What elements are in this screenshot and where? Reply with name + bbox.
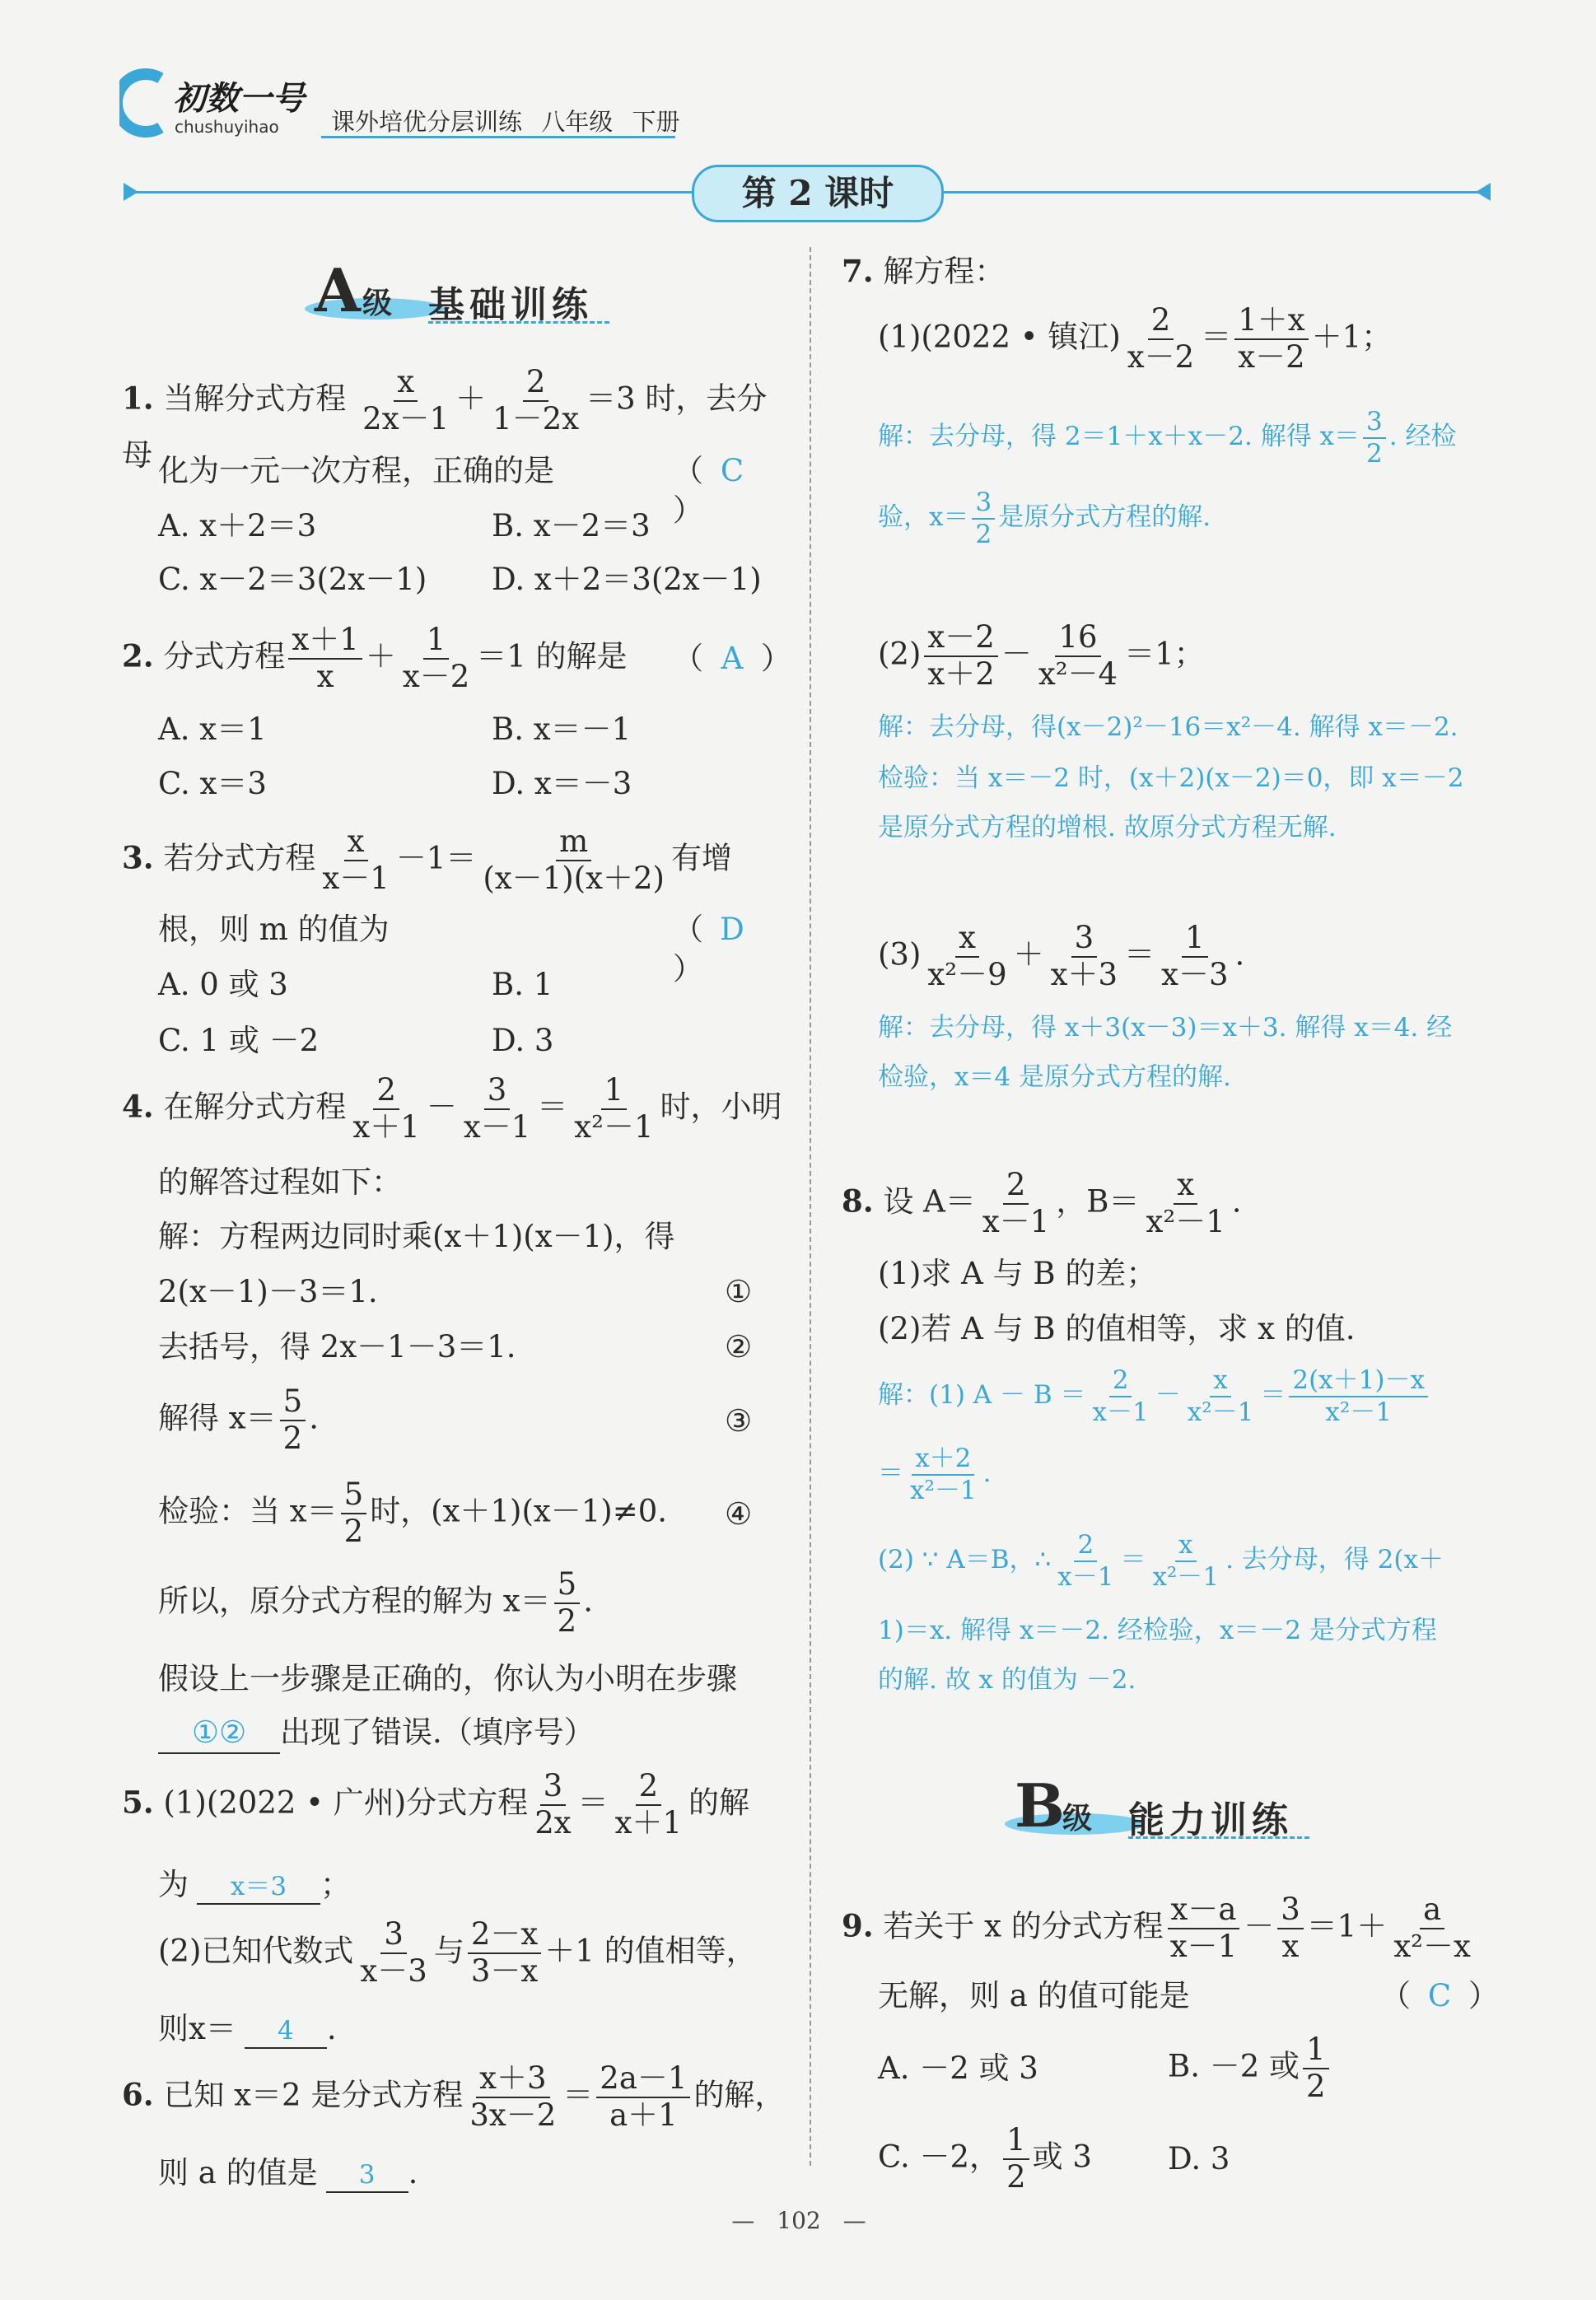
q4-text: 在解分式方程 (163, 1089, 347, 1125)
q5-p1-end: 的解 (688, 1784, 750, 1821)
q9-line2 (878, 1976, 1512, 2016)
numerator: x (1210, 1367, 1230, 1397)
q8-number: 8. (842, 1183, 874, 1220)
q5-p1-lead: 为 (158, 1867, 189, 1902)
q2-text: 分式方程 (163, 638, 286, 674)
q4-step4-fraction (341, 1479, 367, 1548)
q7-part3 (878, 922, 1244, 991)
numerator: 2 (1074, 1532, 1097, 1562)
minus-sign: － (426, 1089, 457, 1125)
q8-solution-1 (878, 1367, 1431, 1425)
q5-answer-1: x＝3 (197, 1870, 320, 1905)
section-b-underline (1128, 1836, 1309, 1839)
brand-logo (119, 66, 169, 140)
q3-answer: D (720, 912, 744, 947)
q5-p1-semi: ； (320, 1867, 351, 1902)
numerator: 1 (601, 1075, 628, 1110)
numerator: 2 (373, 1075, 399, 1110)
q6-text: 已知 x＝2 是分式方程 (163, 2077, 464, 2113)
denominator: x－2 (1127, 338, 1195, 375)
q6-period: . (408, 2155, 418, 2190)
q5-number: 5. (122, 1784, 154, 1821)
q9-eq: ＝1＋ (1306, 1908, 1388, 1944)
section-a-title: 基础训练 (428, 284, 593, 326)
q8-solution-2 (878, 1532, 1444, 1590)
denominator: x＋1 (614, 1804, 683, 1840)
numerator: 2(x＋1)－x (1289, 1367, 1428, 1397)
q4-step3-fraction (280, 1383, 306, 1456)
q8-period: . (1231, 1183, 1242, 1220)
numerator: x (394, 366, 418, 402)
q1-text: 当解分式方程 (163, 380, 347, 417)
q2-option-c: C. x＝3 (158, 766, 267, 801)
volume-label: 下册 (632, 108, 680, 136)
numerator: 1 (1303, 2034, 1329, 2069)
page-number: 102 (777, 2207, 821, 2234)
minus-sign: － (1001, 636, 1032, 672)
q6-answer-line (158, 2153, 418, 2193)
q9-option-d: D. 3 (1168, 2141, 1230, 2176)
denominator: x²－1 (910, 1475, 977, 1505)
q2-number: 2. (122, 637, 154, 674)
q7-p3-label: (3) (878, 936, 922, 973)
q4-line2: 的解答过程如下： (158, 1164, 402, 1200)
q9-number: 9. (842, 1907, 874, 1944)
section-b-title: 能力训练 (1128, 1799, 1293, 1841)
q7-solution-2-line3: 是原分式方程的增根. 故原分式方程无解. (878, 813, 1337, 842)
q3-fraction-2 (479, 823, 668, 896)
q8-fraction-a (979, 1169, 1052, 1239)
q4-mark1: ① (725, 1274, 753, 1309)
numerator: 2 (523, 366, 549, 402)
denominator: a＋1 (609, 2097, 678, 2133)
q3-text-end: 有增 (670, 840, 732, 876)
q9-answer-paren: （ C ） (1380, 1976, 1499, 2016)
denominator: x＋3 (1050, 956, 1118, 992)
q4-step3 (158, 1383, 319, 1456)
series-name: 课外培优分层训练 (331, 108, 523, 136)
numerator: 5 (554, 1569, 581, 1604)
q4-step5 (158, 1566, 593, 1639)
numerator: 1 (1182, 922, 1208, 958)
denominator: 2 (282, 1420, 303, 1456)
q5-p2-period: . (326, 2011, 337, 2046)
question-2: 2. 分式方程 $\frac{x+1}{x}$ ＋ $\frac{1}{x-2}$ ＝1 的解是 （ A ） (122, 622, 791, 694)
section-b-heading (1005, 1770, 1351, 1845)
q9-fraction-3 (1390, 1894, 1474, 1963)
numerator: 1＋x (1234, 305, 1308, 340)
q2-answer-paren: （ A ） (673, 639, 791, 679)
denominator: x²－1 (574, 1108, 654, 1145)
q8-s1-text: 解：(1) A － B ＝ (878, 1380, 1086, 1411)
lesson-title: 第 2 课时 (692, 165, 944, 222)
equals-sign: ＝ (537, 1089, 568, 1125)
q1-option-a: A. x＋2＝3 (158, 508, 317, 544)
q4-step5-fraction (554, 1566, 581, 1639)
q8-s2-fraction-2 (1149, 1532, 1222, 1590)
brand-pinyin: chushuyihao (175, 117, 279, 137)
q5-p2-answer-line (158, 2009, 337, 2049)
q1-answer-paren: （ C） (673, 451, 784, 530)
q3-stem: 根，则 m 的值为 (158, 912, 390, 947)
q1-fraction-2 (489, 366, 582, 436)
equals-sign: ＝ (1201, 319, 1232, 355)
denominator: x＋2 (927, 655, 995, 692)
q5-p1-answer-line (158, 1865, 351, 1905)
denominator: 3－x (470, 1952, 539, 1989)
q9-option-c-fraction (1003, 2122, 1029, 2195)
q8-s1-fraction-4 (907, 1445, 980, 1504)
q1-fraction-1 (359, 366, 452, 436)
q3-text: 若分式方程 (163, 840, 316, 876)
numerator: 3 (1071, 922, 1098, 958)
footer-dash-left: — (731, 2207, 755, 2234)
q4-mark3: ③ (725, 1403, 753, 1439)
numerator: x－2 (924, 622, 997, 657)
series-title (331, 104, 679, 138)
q7-part1 (878, 302, 1393, 375)
numerator: x (955, 922, 979, 958)
q2-text-end: ＝1 的解是 (476, 638, 628, 674)
q7-solution-3-line1: 解：去分母，得 x＋3(x－3)＝x＋3. 解得 x＝4. 经 (878, 1013, 1453, 1043)
q2-fraction-1 (288, 624, 362, 693)
q4-step0: 解：方程两边同时乘(x＋1)(x－1)，得 (158, 1219, 675, 1254)
q1-answer: C (720, 453, 744, 488)
denominator: 2x－1 (362, 400, 450, 436)
numerator: x (1175, 1532, 1196, 1562)
q8-s1-fraction-2 (1184, 1367, 1258, 1425)
question-7 (842, 251, 1005, 292)
numerator: 5 (280, 1386, 306, 1421)
q7-p2-label: (2) (878, 636, 922, 672)
q4-step4-text: 检验：当 x＝ (158, 1493, 338, 1529)
q1-option-c: C. x－2＝3(2x－1) (158, 562, 427, 597)
q5-p1-text: (1)(2022 • 广州)分式方程 (163, 1784, 529, 1821)
equals-sign: ＝ (1260, 1380, 1286, 1411)
q7-solution-1-line1 (878, 408, 1457, 467)
q4-answer-line (158, 1713, 595, 1754)
q7-solution-2-line2: 检验：当 x＝－2 时，(x＋2)(x－2)＝0，即 x＝－2 (878, 763, 1464, 793)
denominator: x－2 (402, 658, 470, 694)
numerator: 2 (1003, 1169, 1029, 1205)
numerator: x (1174, 1169, 1197, 1205)
q4-fraction-3 (571, 1072, 656, 1145)
denominator: x²－4 (1038, 655, 1118, 692)
q7-p1-fraction-2 (1234, 302, 1308, 375)
q7-title: 解方程： (883, 254, 1006, 289)
q2-option-d: D. x＝－3 (492, 766, 632, 801)
q8-solution-1-cont (878, 1445, 992, 1504)
q7-solution-3-line2: 检验，x＝4 是原分式方程的解. (878, 1062, 1231, 1092)
numerator: x (344, 826, 368, 861)
q5-fraction-2 (612, 1770, 685, 1840)
q7-solution-1-line2 (878, 489, 1211, 548)
section-b-letter: B (1015, 1770, 1065, 1840)
denominator: 2 (1306, 2068, 1326, 2104)
denominator: x－3 (1161, 956, 1229, 992)
numerator: 2 (636, 1770, 662, 1806)
q4-step3-text: 解得 x＝ (158, 1400, 277, 1436)
numerator: 2 (1148, 305, 1174, 340)
q7-p3-fraction-3 (1158, 922, 1231, 991)
q9-option-b-fraction (1303, 2034, 1329, 2103)
section-b-level: 级 (1062, 1801, 1093, 1836)
q7-s1-check: 验，x＝ (878, 502, 969, 533)
denominator: x－1 (1169, 1928, 1238, 1964)
q5-answer-2: 4 (245, 2014, 327, 2049)
q4-fraction-2 (460, 1072, 534, 1145)
numerator: 2a－1 (596, 2063, 690, 2098)
q7-p2-fraction-1 (924, 619, 997, 692)
q1-number: 1. (122, 380, 154, 417)
denominator: 3x－2 (469, 2097, 557, 2133)
q9-fraction-2 (1277, 1894, 1304, 1963)
numerator: 3 (540, 1770, 567, 1806)
q9-option-c-text: C. －2， (878, 2139, 1001, 2175)
q6-number: 6. (122, 2076, 154, 2113)
q8-s2-end: . 去分母，得 2(x＋ (1225, 1545, 1444, 1575)
q2-answer: A (721, 641, 744, 676)
q9-option-b (1168, 2034, 1332, 2103)
numerator: 3 (1277, 1894, 1304, 1929)
equals-sign: ＝ (577, 1784, 609, 1821)
question-5 (122, 1770, 797, 1840)
q8-text: 设 A＝ (883, 1183, 976, 1220)
denominator: 2 (1006, 2158, 1026, 2195)
q4-mark4: ④ (725, 1496, 753, 1532)
denominator: 2 (557, 1603, 577, 1639)
q7-p1-label: (1)(2022 • 镇江) (878, 319, 1121, 355)
denominator: x²－1 (1325, 1397, 1392, 1427)
q4-step2: 去括号，得 2x－1－3＝1. (158, 1329, 516, 1365)
q4-fraction-1 (349, 1072, 422, 1145)
q8-solution-2-line2: 1)＝x. 解得 x＝－2. 经检验，x＝－2 是分式方程 (878, 1616, 1437, 1645)
q2-fraction-2 (399, 624, 473, 693)
q6-fraction-1 (466, 2060, 559, 2133)
denominator: x－1 (982, 1203, 1050, 1239)
q8-text-b: ，B＝ (1056, 1183, 1140, 1220)
minus-sign: － (1155, 1380, 1181, 1411)
numerator: x－a (1168, 1894, 1240, 1929)
q7-s1-end: . 经检 (1388, 422, 1457, 452)
q6-stem: 则 a 的值是 (158, 2155, 318, 2190)
page-footer (716, 2207, 881, 2234)
q7-p3-fraction-1 (924, 922, 1010, 991)
question-4 (122, 1072, 797, 1145)
q8-fraction-b (1143, 1169, 1229, 1239)
minus-sign: － (1244, 1908, 1275, 1944)
q7-p2-fraction-2 (1035, 619, 1121, 692)
q4-step5-text: 所以，原分式方程的解为 x＝ (158, 1583, 551, 1619)
denominator: (x－1)(x＋2) (483, 860, 665, 896)
q7-s1-text: 解：去分母，得 2＝1＋x＋x－2. 解得 x＝ (878, 422, 1360, 452)
q1-option-b: B. x－2＝3 (492, 508, 651, 544)
denominator: x－1 (322, 860, 390, 896)
q5-p2-and: 与 (433, 1933, 464, 1969)
question-8 (842, 1169, 1242, 1239)
q8-part2: (2)若 A 与 B 的值相等，求 x 的值. (878, 1311, 1356, 1346)
plus-sign: ＋ (455, 380, 487, 417)
equals-sign: ＝ (562, 2077, 594, 2113)
numerator: 1 (423, 624, 450, 660)
numerator: a (1420, 1894, 1444, 1929)
equals-sign: ＝ (878, 1458, 903, 1489)
brand-name: 初数一号 (173, 80, 305, 118)
q9-fraction-1 (1167, 1894, 1240, 1963)
q4-number: 4. (122, 1088, 154, 1125)
logo-c-icon (119, 66, 169, 140)
numerator: x＋2 (912, 1445, 974, 1476)
q3-fraction-1 (319, 823, 392, 896)
question-6 (122, 2060, 797, 2133)
q8-s2-fraction-1 (1054, 1532, 1117, 1590)
q9-option-c (878, 2122, 1092, 2195)
q2-option-b: B. x＝－1 (492, 711, 632, 747)
q7-s1-fraction (1363, 408, 1386, 467)
section-a-underline (428, 321, 609, 324)
section-a-level: 级 (362, 286, 393, 320)
q7-p3-end: . (1234, 936, 1245, 973)
numerator: 2－x (468, 1919, 541, 1954)
q3-option-b: B. 1 (492, 967, 553, 1002)
denominator: x²－x (1393, 1928, 1471, 1964)
q9-option-a: A. －2 或 3 (878, 2050, 1038, 2086)
q1-text-end: ＝3 时，去分母 (122, 380, 768, 473)
denominator: x²－9 (927, 956, 1007, 992)
q3-option-d: D. 3 (492, 1023, 554, 1058)
q7-p1-end: ＋1； (1311, 319, 1393, 355)
q8-solution-2-line3: 的解. 故 x 的值为 －2. (878, 1665, 1136, 1695)
q4-answer: ①② (158, 1713, 280, 1754)
q6-text-end: 的解， (693, 2077, 786, 2113)
denominator: x (316, 658, 334, 694)
denominator: x－1 (1057, 1561, 1114, 1592)
q3-mid: －1＝ (395, 840, 477, 876)
q8-part1: (1)求 A 与 B 的差； (878, 1256, 1157, 1291)
footer-dash-right: — (842, 2207, 866, 2234)
q5-fraction-3 (357, 1916, 430, 1989)
q7-p2-end: ＝1； (1124, 636, 1205, 672)
q8-s1-fraction-3 (1289, 1367, 1428, 1425)
rule-left-arrow-icon (124, 183, 138, 201)
q7-p1-fraction-1 (1124, 302, 1197, 375)
denominator: x＋1 (352, 1108, 420, 1145)
grade-label: 八年级 (541, 108, 614, 136)
q8-s1-fraction-1 (1090, 1367, 1152, 1425)
q3-option-c: C. 1 或 －2 (158, 1023, 320, 1058)
q5-p2-lead: 则x＝ (158, 2011, 236, 2046)
section-a-heading (305, 255, 618, 329)
denominator: x²－1 (1146, 1203, 1225, 1239)
numerator: 3 (484, 1075, 511, 1110)
q9-option-b-text: B. －2 或 (1168, 2048, 1300, 2084)
denominator: 2 (343, 1513, 364, 1549)
q7-part2 (878, 619, 1205, 692)
section-a-letter: A (315, 255, 361, 325)
denominator: 1－2x (492, 400, 580, 436)
q6-fraction-2 (596, 2060, 690, 2133)
q3-answer-paren: （ D） (673, 910, 784, 989)
numerator: x＋1 (288, 624, 362, 660)
denominator: x－3 (360, 1952, 427, 1989)
denominator: 2x (534, 1804, 572, 1840)
column-divider (810, 247, 811, 2166)
q4-text-end: 时，小明 (660, 1089, 782, 1125)
numerator: 2 (1109, 1367, 1132, 1397)
q4-step4 (158, 1479, 667, 1548)
q8-s2-text: (2) ∵ A＝B，∴ (878, 1545, 1052, 1575)
numerator: 3 (380, 1919, 407, 1954)
q2-option-a: A. x＝1 (158, 711, 267, 747)
numerator: 5 (341, 1479, 367, 1514)
q5-fraction-1 (531, 1770, 574, 1840)
numerator: 1 (1003, 2125, 1029, 2160)
plus-sign: ＋ (1013, 936, 1044, 973)
numerator: 3 (1363, 408, 1386, 439)
equals-sign: ＝ (1120, 1545, 1146, 1575)
denominator: 2 (975, 519, 992, 549)
q4-question-line: 假设上一步骤是正确的，你认为小明在步骤 (158, 1661, 737, 1696)
denominator: x (1281, 1928, 1300, 1964)
numerator: 16 (1055, 622, 1100, 657)
question-3 (122, 823, 797, 896)
q1-stem: 化为一元一次方程，正确的是 (158, 453, 554, 488)
q7-s1-fraction-2 (972, 489, 995, 548)
q4-step3-end: . (309, 1400, 319, 1436)
numerator: x＋3 (476, 2063, 549, 2098)
denominator: x－2 (1238, 338, 1305, 375)
numerator: 3 (972, 489, 995, 520)
numerator: m (556, 826, 591, 861)
q8-s1-period: . (982, 1458, 992, 1489)
header-underline (321, 136, 675, 138)
q4-tail: 出现了错误.（填序号） (280, 1715, 595, 1750)
q5-p2-text: (2)已知代数式 (158, 1933, 354, 1969)
equals-sign: ＝ (1124, 936, 1155, 973)
q3-number: 3. (122, 839, 154, 876)
q9-text: 若关于 x 的分式方程 (883, 1908, 1164, 1944)
q5-p2-end: ＋1 的值相等， (544, 1933, 757, 1969)
q7-s1-conclusion: 是原分式方程的解. (998, 502, 1211, 533)
q9-stem: 无解，则 a 的值可能是 (878, 1978, 1190, 2013)
q3-option-a: A. 0 或 3 (158, 967, 288, 1002)
question-9 (842, 1894, 1517, 1963)
q7-number: 7. (842, 253, 874, 289)
denominator: x－1 (1092, 1397, 1149, 1427)
denominator: x²－1 (1152, 1561, 1220, 1592)
q4-step1: 2(x－1)－3＝1. (158, 1274, 378, 1309)
denominator: x－1 (463, 1108, 531, 1145)
q9-option-c-end: 或 3 (1032, 2139, 1092, 2175)
rule-right-arrow-icon (1476, 183, 1491, 201)
q1-option-d: D. x＋2＝3(2x－1) (492, 562, 762, 597)
q4-step4-end: 时，(x＋1)(x－1)≠0. (370, 1493, 668, 1529)
denominator: x²－1 (1187, 1397, 1254, 1427)
q5-part2 (158, 1916, 792, 1989)
q9-answer: C (1427, 1978, 1452, 2013)
q5-fraction-4 (468, 1916, 541, 1989)
q6-answer: 3 (326, 2158, 408, 2193)
q4-step5-end: . (583, 1583, 593, 1619)
denominator: 2 (1366, 438, 1383, 469)
q4-mark2: ② (725, 1329, 753, 1365)
q7-solution-2-line1: 解：去分母，得(x－2)²－16＝x²－4. 解得 x＝－2. (878, 712, 1458, 742)
q7-p3-fraction-2 (1048, 922, 1121, 991)
